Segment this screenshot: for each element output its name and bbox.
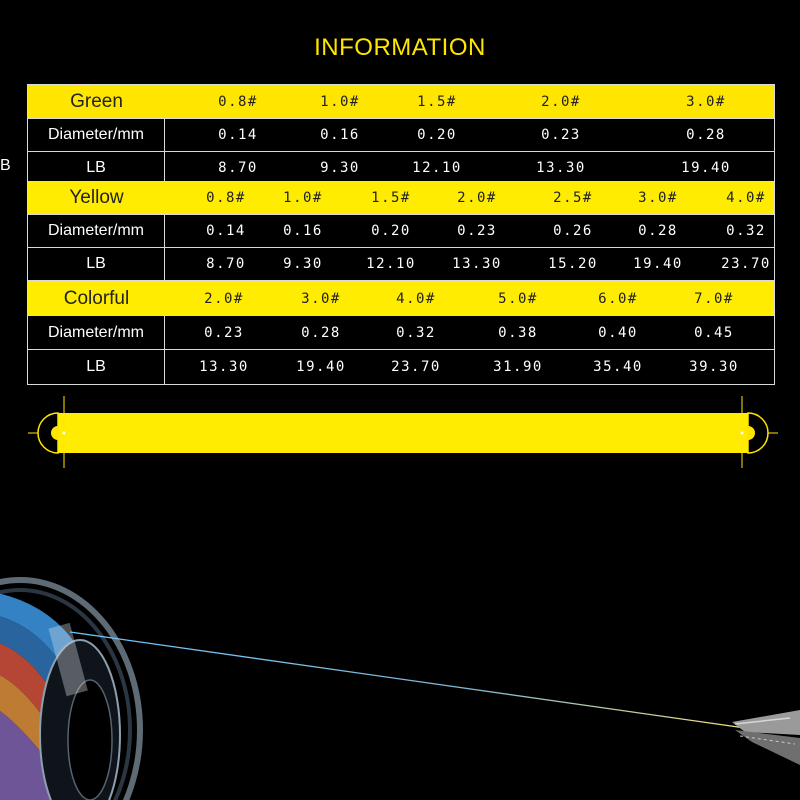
lb-cell: 13.30	[536, 160, 586, 176]
lb-cell: 19.40	[296, 359, 346, 375]
lb-label: LB	[28, 248, 165, 280]
size-cell: 5.0#	[498, 290, 538, 307]
table-header-row	[28, 182, 774, 214]
lb-cell: 12.10	[412, 160, 462, 176]
color-name: Colorful	[63, 287, 130, 309]
fishing-line-diagram	[28, 396, 778, 468]
size-cell: 1.0#	[283, 190, 323, 206]
size-cell: 0.8#	[218, 93, 258, 110]
lb-cell: 23.70	[721, 256, 771, 272]
lb-label: LB	[28, 152, 165, 184]
color-name: Green	[70, 90, 123, 112]
size-cell: 2.0#	[204, 290, 244, 307]
size-cell: 1.0#	[320, 93, 360, 110]
pliers-icon	[732, 710, 800, 765]
diameter-label: Diameter/mm	[28, 119, 165, 151]
diameter-cell: 0.45	[694, 324, 734, 341]
table-header-row	[28, 282, 774, 315]
lb-row	[28, 349, 774, 384]
lb-cell: 13.30	[452, 256, 502, 272]
lb-cell: 8.70	[218, 160, 258, 176]
diameter-row	[28, 315, 774, 349]
diameter-cell: 0.32	[396, 324, 436, 341]
diameter-cell: 0.16	[283, 223, 323, 239]
diameter-cell: 0.16	[320, 127, 360, 143]
lb-cell: 9.30	[320, 160, 360, 176]
diameter-label: Diameter/mm	[28, 316, 165, 349]
size-cell: 4.0#	[726, 190, 766, 206]
diameter-cell: 0.28	[301, 324, 341, 341]
fishing-line-spool	[0, 560, 800, 800]
size-cell: 2.0#	[541, 93, 581, 110]
green-spec-table	[27, 84, 775, 185]
lb-cell: 31.90	[493, 359, 543, 375]
diameter-cell: 0.32	[726, 223, 766, 239]
size-cell: 3.0#	[638, 190, 678, 206]
diameter-label: Diameter/mm	[28, 215, 165, 247]
diameter-cell: 0.23	[457, 223, 497, 239]
colorful-spec-table	[27, 281, 775, 385]
lb-cell: 19.40	[681, 160, 731, 176]
lb-cell: 8.70	[206, 256, 246, 272]
lb-cell: 9.30	[283, 256, 323, 272]
lb-cell: 15.20	[548, 256, 598, 272]
size-cell: 1.5#	[417, 93, 457, 110]
diameter-cell: 0.14	[206, 223, 246, 239]
lb-row	[28, 151, 774, 184]
diameter-cell: 0.38	[498, 324, 538, 341]
diameter-cell: 0.26	[553, 223, 593, 239]
lb-label: LB	[28, 350, 165, 384]
size-cell: 4.0#	[396, 290, 436, 307]
diameter-row	[28, 118, 774, 151]
size-cell: 2.5#	[553, 190, 593, 206]
diameter-cell: 0.20	[417, 127, 457, 143]
diameter-cell: 0.28	[686, 127, 726, 143]
lb-cell: 12.10	[366, 256, 416, 272]
diameter-cell: 0.23	[541, 127, 581, 143]
size-cell: 3.0#	[686, 93, 726, 110]
size-cell: 0.8#	[206, 190, 246, 206]
size-cell: 6.0#	[598, 290, 638, 307]
diameter-cell: 0.20	[371, 223, 411, 239]
size-cell: 7.0#	[694, 290, 734, 307]
color-name: Yellow	[69, 187, 124, 208]
lb-cell: 39.30	[689, 359, 739, 375]
diameter-cell: 0.23	[204, 324, 244, 341]
page-title: INFORMATION	[314, 34, 486, 61]
size-cell: 1.5#	[371, 190, 411, 206]
table-header-row	[28, 85, 774, 118]
diameter-cell: 0.14	[218, 127, 258, 143]
lb-row	[28, 247, 774, 280]
lb-cell: 35.40	[593, 359, 643, 375]
diameter-row	[28, 214, 774, 247]
size-cell: 2.0#	[457, 190, 497, 206]
lb-cell: 23.70	[391, 359, 441, 375]
lb-cell: 13.30	[199, 359, 249, 375]
diameter-cell: 0.40	[598, 324, 638, 341]
diameter-cell: 0.28	[638, 223, 678, 239]
yellow-spec-table	[27, 181, 775, 281]
size-cell: 3.0#	[301, 290, 341, 307]
cropped-label: B	[0, 157, 11, 174]
lb-cell: 19.40	[633, 256, 683, 272]
